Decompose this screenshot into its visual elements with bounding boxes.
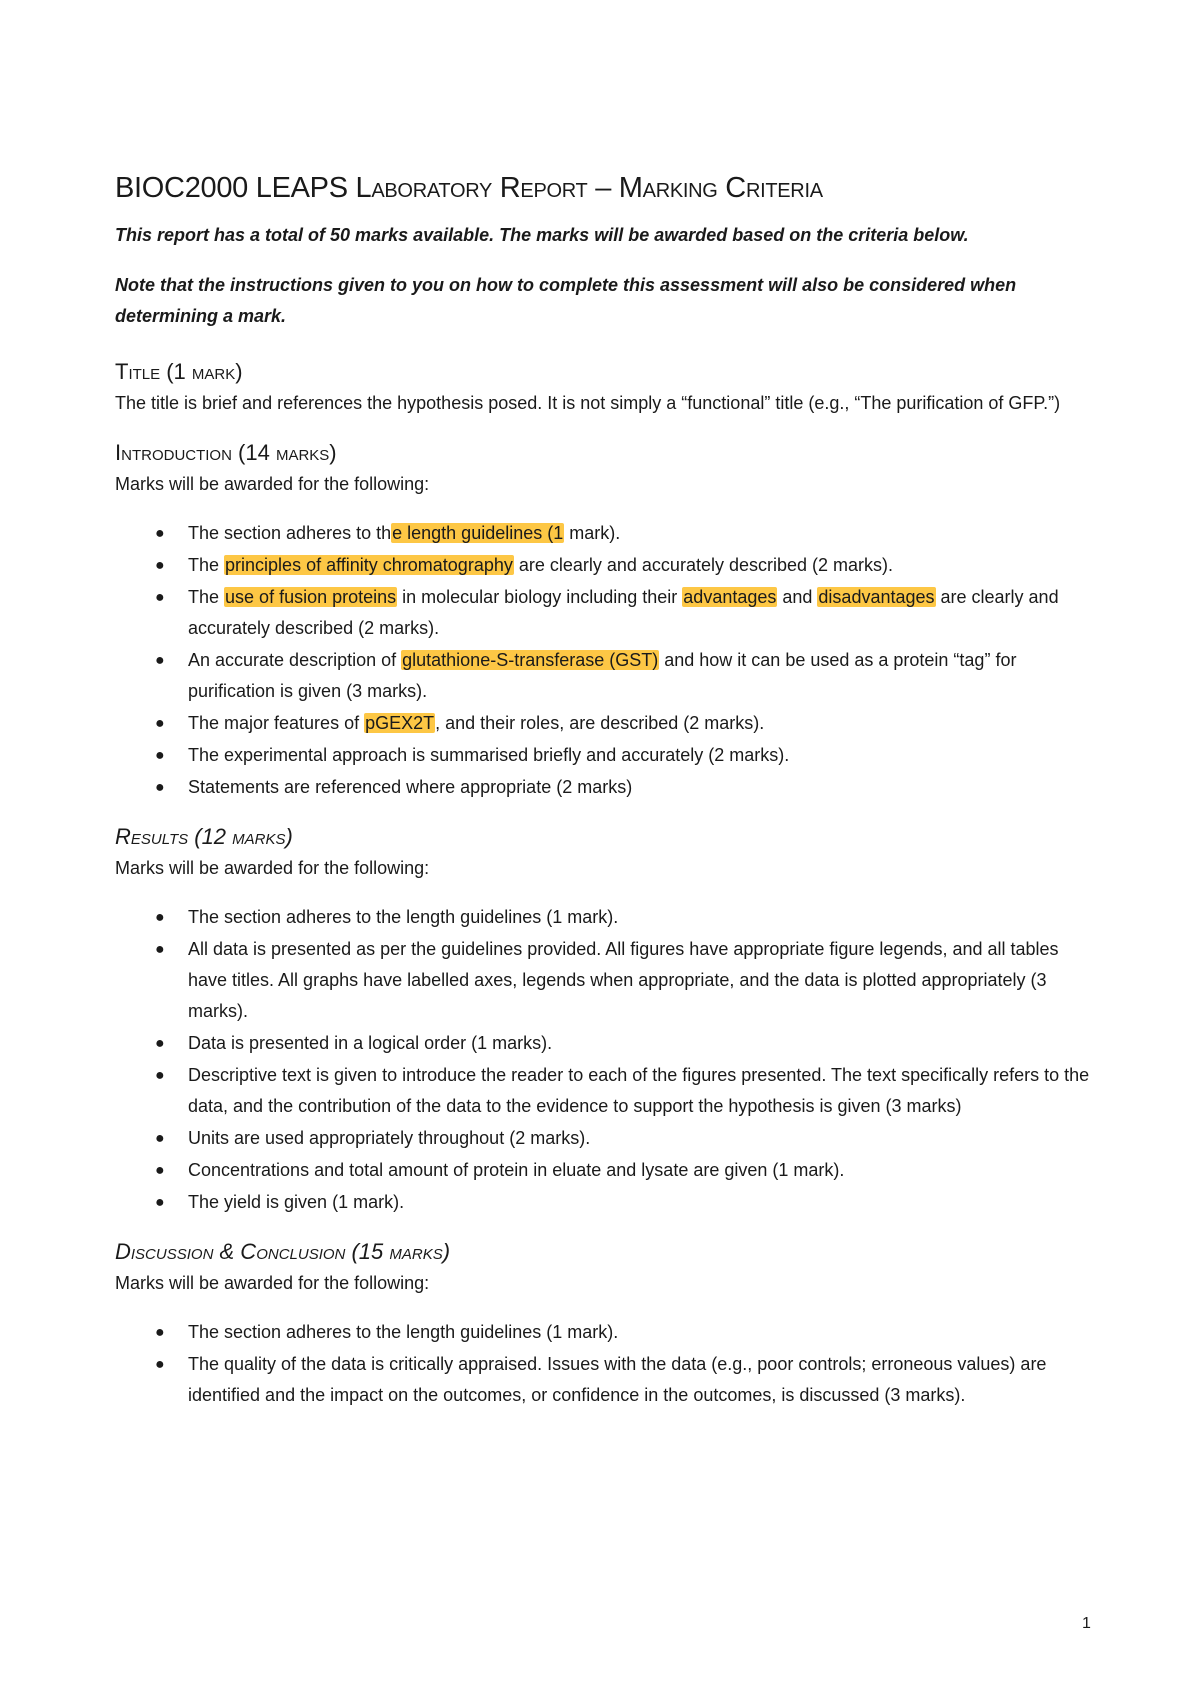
list-item: ● All data is presented as per the guidelines provided. All figures have appropriate figure legends, and all tables have titles. All graphs have labelled axes, legends when appropriate, and the data is plotted appropriately (3 marks). — [115, 934, 1095, 1027]
list-item: ● The experimental approach is summarised briefly and accurately (2 marks). — [115, 740, 1095, 771]
bullet-icon: ● — [155, 1067, 165, 1084]
document-title: BIOC2000 LEAPS Laboratory Report – Marking Criteria — [115, 172, 823, 204]
list-item: ● The major features of pGEX2T, and their roles, are described (2 marks). — [115, 708, 1095, 739]
bullet-icon: ● — [155, 652, 165, 669]
list-item: ● Concentrations and total amount of protein in eluate and lysate are given (1 mark). — [115, 1155, 1095, 1186]
introduction-heading: Introduction (14 marks) — [115, 440, 337, 465]
discussion-section — [115, 1236, 1095, 1411]
highlight: principles of affinity chromatography — [225, 555, 513, 575]
list-item: ● The section adheres to the length guidelines (1 mark). — [115, 1317, 1095, 1348]
list-item: ● Data is presented in a logical order (1 marks). — [115, 1028, 1095, 1059]
instructions-note: Note that the instructions given to you on how to complete this assessment will also be considered when determining a mark. — [115, 275, 1017, 326]
discussion-list — [115, 1317, 1095, 1411]
page-number: 1 — [1082, 1615, 1091, 1632]
results-heading: Results (12 marks) — [115, 824, 293, 849]
bullet-icon: ● — [155, 747, 165, 764]
title-section-body: The title is brief and references the hypothesis posed. It is not simply a “functional” title (e.g., “The purification of GFP.”) — [115, 393, 1061, 413]
list-item: ● An accurate description of glutathione-S-transferase (GST) and how it can be used as a protein “tag” for purification is given (3 marks). — [115, 645, 1095, 707]
results-section — [115, 821, 1095, 1218]
bullet-icon: ● — [155, 1194, 165, 1211]
list-item: ● The section adheres to the length guidelines (1 mark). — [115, 518, 1095, 549]
list-item: ● The yield is given (1 mark). — [115, 1187, 1095, 1218]
introduction-section — [115, 437, 1095, 803]
results-lead: Marks will be awarded for the following: — [115, 858, 430, 878]
highlight: e length guidelines (1 — [392, 523, 564, 543]
list-item: ● Descriptive text is given to introduce the reader to each of the figures presented. The text specifically refers to the data, and the contribution of the data to the evidence to support the hypothesis is given (3 marks) — [115, 1060, 1095, 1122]
title-section-heading: Title (1 mark) — [115, 359, 243, 384]
bullet-icon: ● — [155, 1162, 165, 1179]
list-item: ● The use of fusion proteins in molecular biology including their advantages and disadvantages are clearly and accurately described (2 marks). — [115, 582, 1095, 644]
bullet-icon: ● — [155, 1035, 165, 1052]
bullet-icon: ● — [155, 525, 165, 542]
highlight: advantages — [683, 587, 777, 607]
results-list — [115, 902, 1095, 1218]
bullet-icon: ● — [155, 779, 165, 796]
bullet-icon: ● — [155, 589, 165, 606]
list-item: ● Statements are referenced where appropriate (2 marks) — [115, 772, 1095, 803]
total-marks-note: This report has a total of 50 marks available. The marks will be awarded based on the criteria below. — [115, 225, 969, 245]
list-item: ● The principles of affinity chromatography are clearly and accurately described (2 marks). — [115, 550, 1095, 581]
title-section — [115, 356, 1095, 419]
list-item: ● Units are used appropriately throughout (2 marks). — [115, 1123, 1095, 1154]
list-item: ● The quality of the data is critically appraised. Issues with the data (e.g., poor controls; erroneous values) are identified and the impact on the outcomes, or confidence in the outcomes, is discussed (3 marks). — [115, 1349, 1095, 1411]
bullet-icon: ● — [155, 1130, 165, 1147]
introduction-list — [115, 518, 1095, 803]
introduction-lead: Marks will be awarded for the following: — [115, 474, 430, 494]
bullet-icon: ● — [155, 1356, 165, 1373]
discussion-lead: Marks will be awarded for the following: — [115, 1273, 430, 1293]
bullet-icon: ● — [155, 715, 165, 732]
highlight: pGEX2T — [365, 713, 435, 733]
highlight: use of fusion proteins — [225, 587, 397, 607]
bullet-icon: ● — [155, 941, 165, 958]
bullet-icon: ● — [155, 557, 165, 574]
document-content — [115, 170, 1095, 1412]
list-item: ● The section adheres to the length guidelines (1 mark). — [115, 902, 1095, 933]
highlight: glutathione-S-transferase (GST) — [402, 650, 659, 670]
bullet-icon: ● — [155, 909, 165, 926]
highlight: disadvantages — [818, 587, 935, 607]
bullet-icon: ● — [155, 1324, 165, 1341]
discussion-heading: Discussion & Conclusion (15 marks) — [115, 1239, 451, 1264]
